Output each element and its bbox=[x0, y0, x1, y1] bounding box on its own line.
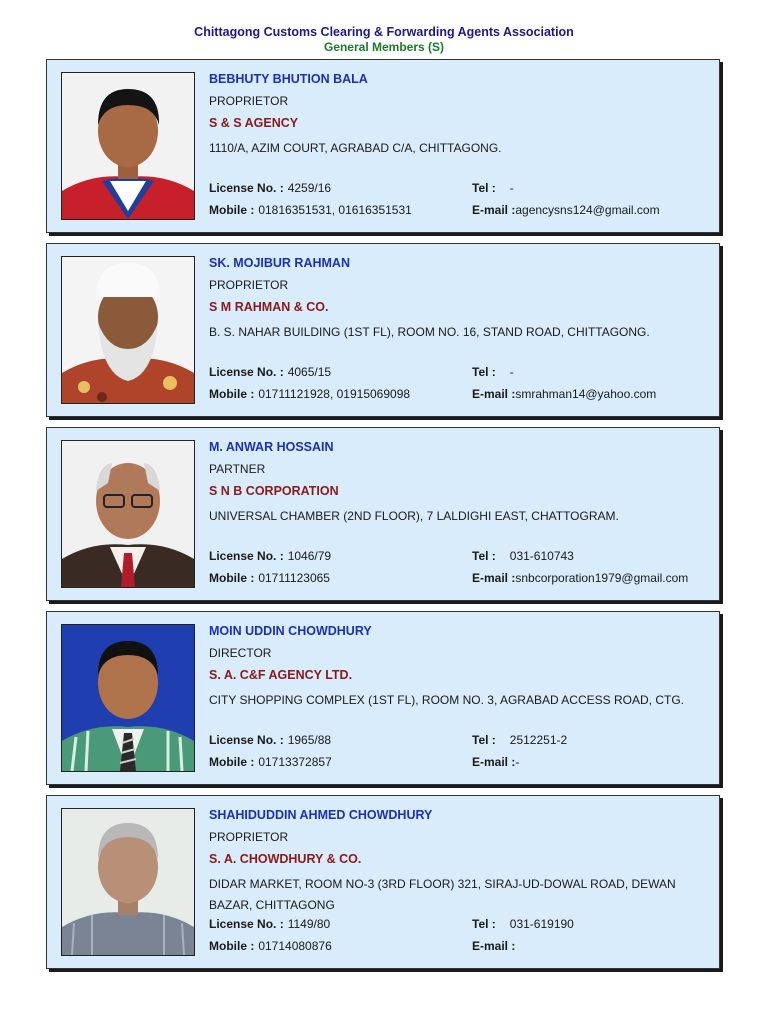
member-designation: PROPRIETOR bbox=[209, 278, 289, 292]
member-email bbox=[472, 571, 688, 585]
member-address: 1110/A, AZIM COURT, AGRABAD C/A, CHITTAGONG. bbox=[209, 141, 502, 155]
member-photo bbox=[61, 440, 195, 588]
member-mobile bbox=[209, 203, 412, 217]
tel-label: Tel : bbox=[472, 549, 496, 563]
tel-label: Tel : bbox=[472, 733, 496, 747]
email-value: smrahman14@yahoo.com bbox=[515, 387, 657, 401]
member-photo bbox=[61, 256, 195, 404]
page-subtitle: General Members (S) bbox=[323, 40, 445, 54]
tel-label: Tel : bbox=[472, 917, 496, 931]
email-label: E-mail : bbox=[472, 939, 516, 953]
member-license bbox=[209, 733, 331, 747]
member-mobile bbox=[209, 387, 410, 401]
tel-value: 031-619190 bbox=[509, 917, 574, 931]
member-address: UNIVERSAL CHAMBER (2ND FLOOR), 7 LALDIGHI EAST, CHATTOGRAM. bbox=[209, 509, 619, 523]
email-value: agencysns124@gmail.com bbox=[515, 203, 660, 217]
member-email bbox=[472, 387, 656, 401]
member-designation: PARTNER bbox=[209, 462, 266, 476]
member-address: B. S. NAHAR BUILDING (1ST FL), ROOM NO. 16, STAND ROAD, CHITTAGONG. bbox=[209, 325, 650, 339]
member-tel bbox=[472, 365, 514, 379]
member-company: S N B CORPORATION bbox=[209, 484, 339, 498]
license-value: 4065/15 bbox=[287, 365, 332, 379]
member-photo bbox=[61, 808, 195, 956]
member-mobile bbox=[209, 571, 330, 585]
member-tel bbox=[472, 181, 514, 195]
member-name: BEBHUTY BHUTION BALA bbox=[209, 72, 368, 86]
mobile-value: 01816351531, 01616351531 bbox=[258, 203, 412, 217]
tel-value: - bbox=[509, 365, 514, 379]
member-email bbox=[472, 755, 519, 769]
member-company: S M RAHMAN & CO. bbox=[209, 300, 329, 314]
member-address: CITY SHOPPING COMPLEX (1ST FL), ROOM NO. 3, AGRABAD ACCESS ROAD, CTG. bbox=[209, 693, 684, 707]
member-card bbox=[46, 59, 720, 233]
member-designation: PROPRIETOR bbox=[209, 830, 289, 844]
member-tel bbox=[472, 733, 567, 747]
license-value: 4259/16 bbox=[287, 181, 332, 195]
email-label: E-mail : bbox=[472, 387, 516, 401]
tel-value: - bbox=[509, 181, 514, 195]
member-card bbox=[46, 427, 720, 601]
member-license bbox=[209, 917, 330, 931]
member-photo bbox=[61, 624, 195, 772]
mobile-label: Mobile : bbox=[209, 203, 255, 217]
mobile-label: Mobile : bbox=[209, 939, 255, 953]
member-card bbox=[46, 243, 720, 417]
email-label: E-mail : bbox=[472, 571, 516, 585]
mobile-value: 01711121928, 01915069098 bbox=[258, 387, 411, 401]
mobile-value: 01711123065 bbox=[258, 571, 330, 585]
tel-label: Tel : bbox=[472, 181, 496, 195]
license-label: License No. : bbox=[209, 917, 284, 931]
email-label: E-mail : bbox=[472, 755, 516, 769]
member-company: S. A. CHOWDHURY & CO. bbox=[209, 852, 362, 866]
license-value: 1046/79 bbox=[287, 549, 332, 563]
member-mobile bbox=[209, 939, 332, 953]
tel-label: Tel : bbox=[472, 365, 496, 379]
member-license bbox=[209, 365, 331, 379]
member-card bbox=[46, 611, 720, 785]
page-title: Chittagong Customs Clearing & Forwarding Agents Association bbox=[194, 25, 574, 39]
member-email bbox=[472, 939, 515, 953]
license-label: License No. : bbox=[209, 549, 284, 563]
member-name: MOIN UDDIN CHOWDHURY bbox=[209, 624, 372, 638]
license-label: License No. : bbox=[209, 365, 284, 379]
mobile-label: Mobile : bbox=[209, 571, 255, 585]
member-card bbox=[46, 795, 720, 969]
member-name: M. ANWAR HOSSAIN bbox=[209, 440, 334, 454]
member-name: SK. MOJIBUR RAHMAN bbox=[209, 256, 350, 270]
member-email bbox=[472, 203, 660, 217]
email-value: snbcorporation1979@gmail.com bbox=[515, 571, 689, 585]
member-company: S & S AGENCY bbox=[209, 116, 299, 130]
member-address: DIDAR MARKET, ROOM NO-3 (3RD FLOOR) 321, SIRAJ-UD-DOWAL ROAD, DEWAN BAZAR, CHITTAGONG bbox=[209, 877, 676, 912]
member-designation: PROPRIETOR bbox=[209, 94, 289, 108]
member-license bbox=[209, 181, 331, 195]
member-name: SHAHIDUDDIN AHMED CHOWDHURY bbox=[209, 808, 433, 822]
mobile-value: 01713372857 bbox=[258, 755, 332, 769]
tel-value: 031-610743 bbox=[509, 549, 574, 563]
license-value: 1149/80 bbox=[287, 917, 331, 931]
license-label: License No. : bbox=[209, 733, 284, 747]
license-value: 1965/88 bbox=[287, 733, 332, 747]
member-tel bbox=[472, 917, 574, 931]
mobile-label: Mobile : bbox=[209, 387, 255, 401]
member-license bbox=[209, 549, 331, 563]
member-mobile bbox=[209, 755, 332, 769]
member-company: S. A. C&F AGENCY LTD. bbox=[209, 668, 353, 682]
license-label: License No. : bbox=[209, 181, 284, 195]
member-designation: DIRECTOR bbox=[209, 646, 272, 660]
mobile-value: 01714080876 bbox=[258, 939, 332, 953]
email-value: - bbox=[515, 755, 520, 769]
member-tel bbox=[472, 549, 574, 563]
tel-value: 2512251-2 bbox=[509, 733, 568, 747]
mobile-label: Mobile : bbox=[209, 755, 255, 769]
email-label: E-mail : bbox=[472, 203, 516, 217]
member-photo bbox=[61, 72, 195, 220]
